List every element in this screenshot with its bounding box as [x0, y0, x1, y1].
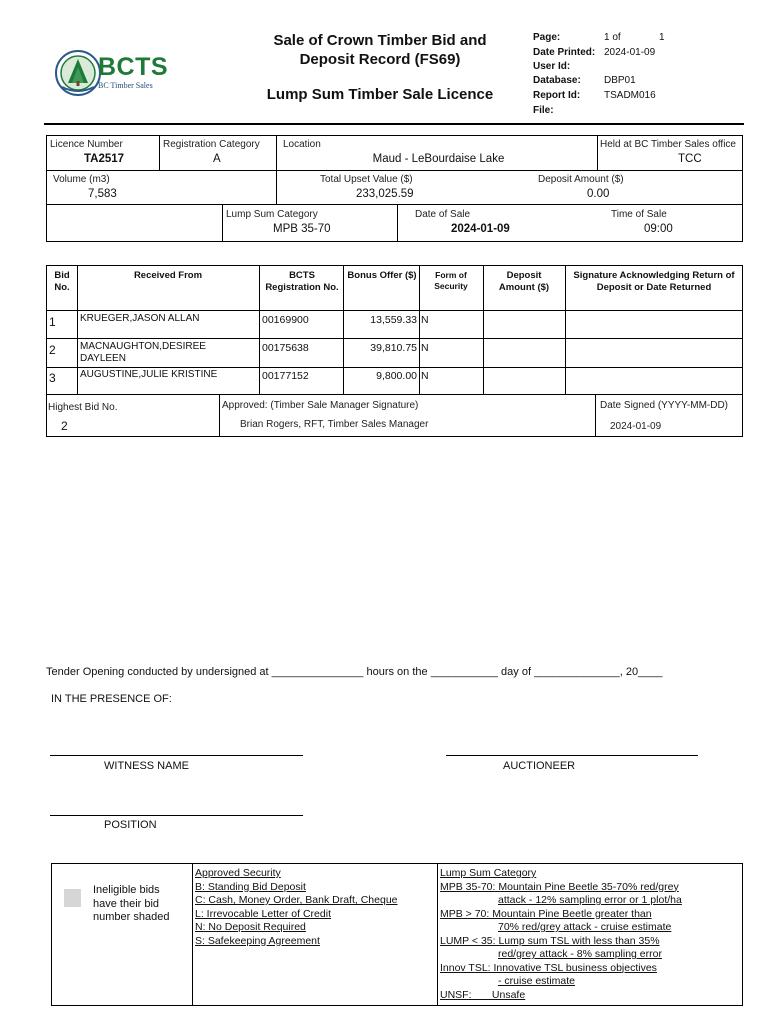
auctioneer-signature-line	[446, 755, 698, 756]
bid-row-1-security: N	[421, 314, 429, 326]
bid-row-2-no: 2	[49, 343, 56, 357]
date-signed-value: 2024-01-09	[610, 421, 662, 432]
registration-category: A	[213, 153, 221, 165]
report-id-value: TSADM016	[604, 90, 656, 101]
approval-right-border	[742, 395, 743, 436]
witness-signature-line	[50, 755, 303, 756]
presence-label: IN THE PRESENCE OF:	[51, 693, 172, 705]
col-header-bonus-offer: Bonus Offer ($)	[347, 270, 417, 281]
lump-sum-category-label: Lump Sum Category	[226, 209, 318, 220]
logo-subtext: BC Timber Sales	[98, 81, 153, 90]
bids-header-divider	[46, 310, 743, 311]
bid-row-3-no: 3	[49, 371, 56, 385]
bids-row-divider-2	[46, 367, 743, 368]
bid-row-2-bonus: 39,810.75	[370, 342, 417, 354]
approved-security-legend	[195, 867, 398, 948]
bid-row-1-name: KRUEGER,JASON ALLAN	[80, 313, 200, 324]
bids-col-4	[419, 265, 420, 395]
lump-sum-category-legend	[440, 867, 740, 1002]
licence-row-divider-1	[46, 170, 743, 171]
licence-col-divider-5	[597, 135, 598, 170]
upset-value-label: Total Upset Value ($)	[320, 174, 413, 185]
time-of-sale-value: 09:00	[644, 223, 673, 235]
bid-row-3-reg: 00177152	[262, 370, 309, 382]
approval-left-border	[46, 395, 47, 436]
ineligible-note	[93, 884, 169, 925]
bid-row-2-reg: 00175638	[262, 342, 309, 354]
file-label: File:	[533, 105, 554, 116]
security-legend-n: N: No Deposit Required	[195, 921, 306, 933]
bids-col-2	[259, 265, 260, 395]
header-divider	[44, 123, 744, 125]
approver-name: Brian Rogers, RFT, Timber Sales Manager	[240, 419, 429, 430]
col-header-form-of-security: Form of Security	[434, 270, 468, 291]
category-legend-unsf: UNSF: Unsafe	[440, 988, 526, 1001]
page-total: 1	[659, 32, 665, 43]
security-legend-b: B: Standing Bid Deposit	[195, 880, 306, 893]
ineligible-note-line-2: have their bid	[93, 897, 160, 910]
bid-row-2-security: N	[421, 342, 429, 354]
location-value: Maud - LeBourdaise Lake	[372, 153, 505, 165]
category-legend-innov: Innov TSL: Innovative TSL business objectives	[440, 961, 657, 974]
highest-bid-label: Highest Bid No.	[48, 402, 118, 413]
security-legend-c: C: Cash, Money Order, Bank Draft, Cheque	[195, 894, 398, 906]
volume-value: 7,583	[88, 188, 117, 200]
highest-bid-value: 2	[61, 419, 68, 433]
bids-col-5	[483, 265, 484, 395]
licence-col-divider-4	[397, 204, 398, 242]
form-subtitle: Lump Sum Timber Sale Licence	[266, 86, 494, 103]
logo-text: BCTS	[98, 53, 169, 81]
bids-col-1	[77, 265, 78, 395]
bid-row-3-bonus: 9,800.00	[376, 370, 417, 382]
approval-bottom-border	[46, 436, 743, 437]
col-header-deposit-amount: Deposit Amount ($)	[498, 270, 550, 293]
time-of-sale-label: Time of Sale	[611, 209, 667, 220]
category-legend-mpb35-70: MPB 35-70: Mountain Pine Beetle 35-70% red/grey	[440, 880, 679, 893]
ineligible-shade-swatch	[64, 889, 81, 907]
licence-row-divider-2	[46, 204, 743, 205]
auctioneer-label: AUCTIONEER	[503, 760, 576, 772]
ineligible-note-line-3: number shaded	[93, 911, 170, 923]
lump-sum-category-value: MPB 35-70	[273, 223, 331, 235]
witness-name-label: WITNESS NAME	[104, 760, 189, 772]
category-legend-mpb70-cont: 70% red/grey attack - cruise estimate	[498, 921, 672, 933]
approved-signature-label: Approved: (Timber Sale Manager Signature)	[222, 400, 419, 411]
bid-row-1-no: 1	[49, 315, 56, 329]
page-label: Page:	[533, 32, 561, 43]
category-legend-mpb35-70-cont: attack - 12% sampling error or 1 plot/ha	[498, 894, 682, 906]
date-printed-label: Date Printed:	[533, 47, 596, 58]
registration-category-label: Registration Category	[163, 139, 260, 150]
database-value: DBP01	[604, 75, 636, 86]
security-legend-l: L: Irrevocable Letter of Credit	[195, 907, 331, 920]
bid-row-2-name: MACNAUGHTON,DESIREE DAYLEEN	[80, 341, 206, 364]
bcts-seal-icon	[54, 45, 102, 101]
col-header-bid-no: Bid No.	[54, 270, 70, 293]
date-of-sale-label: Date of Sale	[415, 209, 471, 220]
security-legend-title: Approved Security	[195, 867, 281, 879]
col-header-received-from: Received From	[133, 270, 203, 281]
category-legend-title: Lump Sum Category	[440, 867, 537, 879]
licence-number: TA2517	[84, 153, 125, 165]
approval-col-1	[219, 395, 220, 436]
bcts-logo	[54, 45, 174, 101]
licence-col-divider-1	[159, 135, 160, 170]
licence-col-divider-2	[276, 135, 277, 204]
form-title-line1: Sale of Crown Timber Bid and	[273, 32, 487, 49]
position-label: POSITION	[104, 819, 157, 831]
date-of-sale-value: 2024-01-09	[451, 223, 510, 235]
tender-opening-statement: Tender Opening conducted by undersigned at _______________ hours on the ___________ day of ______________, 20____	[46, 666, 663, 678]
bid-row-3-name: AUGUSTINE,JULIE KRISTINE	[80, 369, 218, 380]
position-signature-line	[50, 815, 303, 816]
col-header-bcts-registration: BCTS Registration No.	[265, 270, 339, 293]
deposit-amount-value: 0.00	[587, 188, 610, 200]
category-legend-innov-cont: - cruise estimate	[498, 975, 576, 987]
office-value: TCC	[678, 153, 702, 165]
bids-row-divider-1	[46, 338, 743, 339]
upset-value: 233,025.59	[356, 188, 414, 200]
form-title-line2: Deposit Record (FS69)	[299, 51, 461, 68]
category-legend-lump35: LUMP < 35: Lump sum TSL with less than 35%	[440, 934, 660, 947]
licence-number-label: Licence Number	[50, 139, 123, 150]
bids-col-6	[565, 265, 566, 395]
deposit-amount-label: Deposit Amount ($)	[538, 174, 624, 185]
bid-row-3-security: N	[421, 370, 429, 382]
database-label: Database:	[533, 75, 581, 86]
category-legend-mpb70: MPB > 70: Mountain Pine Beetle greater than	[440, 907, 652, 920]
col-header-signature: Signature Acknowledging Return of Deposit or Date Returned	[573, 270, 735, 293]
date-printed-value: 2024-01-09	[604, 47, 656, 58]
approval-col-2	[595, 395, 596, 436]
user-id-label: User Id:	[533, 61, 571, 72]
bid-row-1-reg: 00169900	[262, 314, 309, 326]
licence-col-divider-3	[222, 204, 223, 242]
location-label: Location	[283, 139, 321, 150]
date-signed-label: Date Signed (YYYY-MM-DD)	[600, 400, 729, 411]
bid-row-1-bonus: 13,559.33	[370, 314, 417, 326]
legend-col-2	[437, 863, 438, 1006]
report-id-label: Report Id:	[533, 90, 581, 101]
page-value: 1 of	[604, 32, 621, 43]
volume-label: Volume (m3)	[53, 174, 110, 185]
office-label: Held at BC Timber Sales office	[600, 139, 736, 150]
security-legend-s: S: Safekeeping Agreement	[195, 934, 320, 947]
category-legend-lump35-cont: red/grey attack - 8% sampling error	[498, 948, 662, 960]
ineligible-note-line-1: Ineligible bids	[93, 884, 160, 896]
legend-col-1	[192, 863, 193, 1006]
